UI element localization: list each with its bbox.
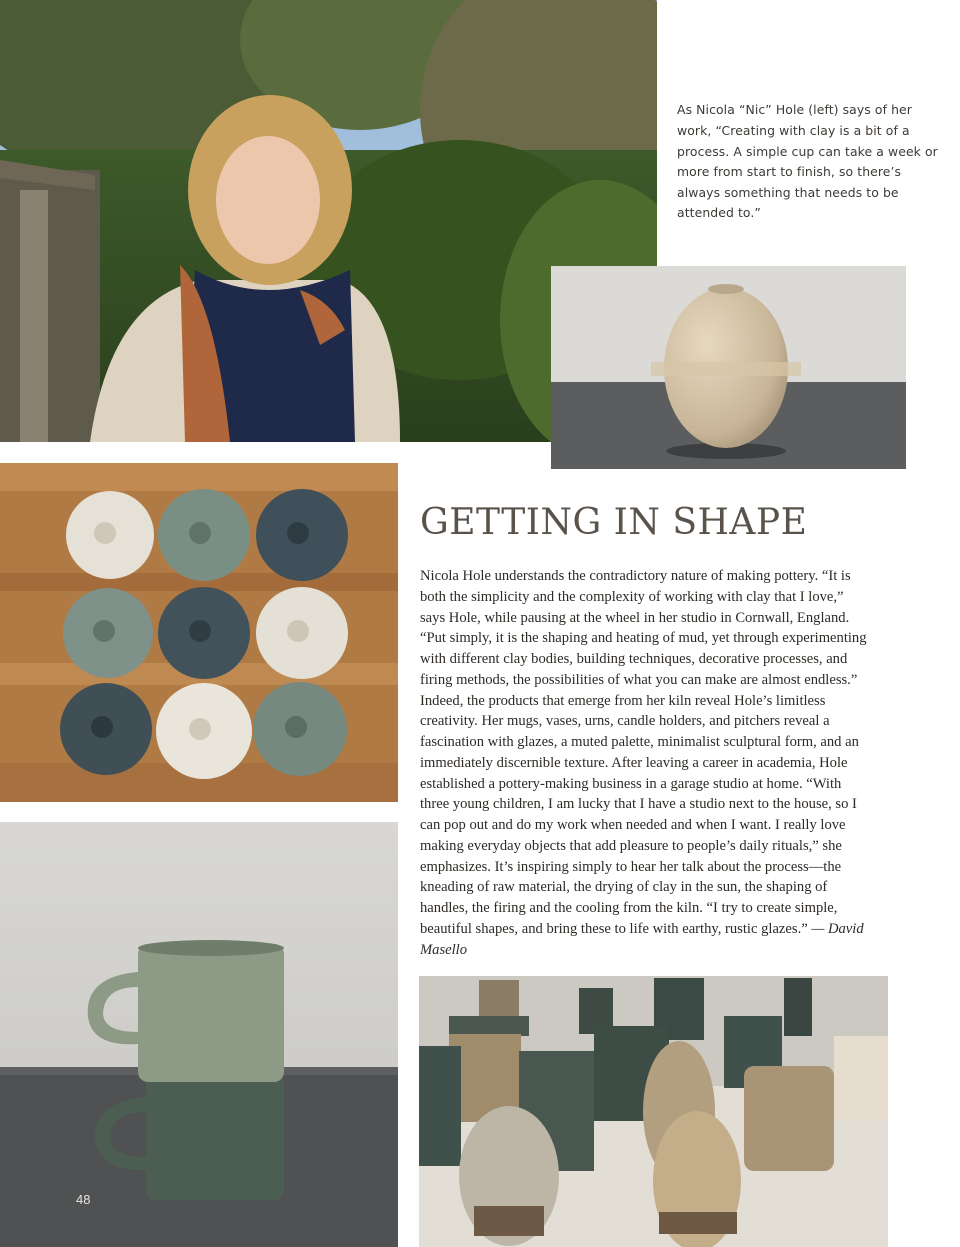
candle-holders-photo xyxy=(0,463,398,802)
article-body xyxy=(420,566,872,960)
pottery-collection-photo xyxy=(419,976,888,1247)
article-body-text: Nicola Hole understands the contradictory nature of making pottery. “It is both the simplicity and the complexity of working with clay that I love,” says Hole, while pausing at the wheel in her studio in Cornwall, England. “Put simply, it is the shaping and heating of mud, yet through experimenting with different clay bodies, building techniques, decorative processes, and firing methods, the possibilities of what you can make are almost endless.” Indeed, the products that emerge from her kiln reveal Hole’s limitless creativity. Her mugs, vases, urns, candle holders, and pitchers reveal a fascination with glazes, a muted palette, minimalist sculptural form, and an immediately discernible texture. After leaving a career in academia, Hole established a pottery-making business in a garage studio at home. “With three young children, I am lucky that I have a studio next to the house, so I can pop out and do my work when needed and when I want. I really love making everyday objects that add pleasure to people’s daily rituals,” she emphasizes. It’s inspiring simply to hear her talk about the process—the kneading of raw material, the drying of clay in the sun, the shaping of handles, the firing and the cooling from the kiln. “I try to create simple, beautiful shapes, and bring these to life with earthy, rustic glazes.” xyxy=(420,568,867,937)
page-number: 48 xyxy=(76,1192,91,1207)
article-headline: GETTING IN SHAPE xyxy=(420,502,808,543)
stacked-mugs-photo xyxy=(0,822,398,1247)
author-byline: — David Masello xyxy=(420,920,864,958)
round-vase-photo xyxy=(551,266,906,469)
photo-caption: As Nicola “Nic” Hole (left) says of her work, “Creating with clay is a bit of a process. A simple cup can take a week or more from start to finish, so there’s always something that needs to be attended to.” xyxy=(677,102,938,221)
